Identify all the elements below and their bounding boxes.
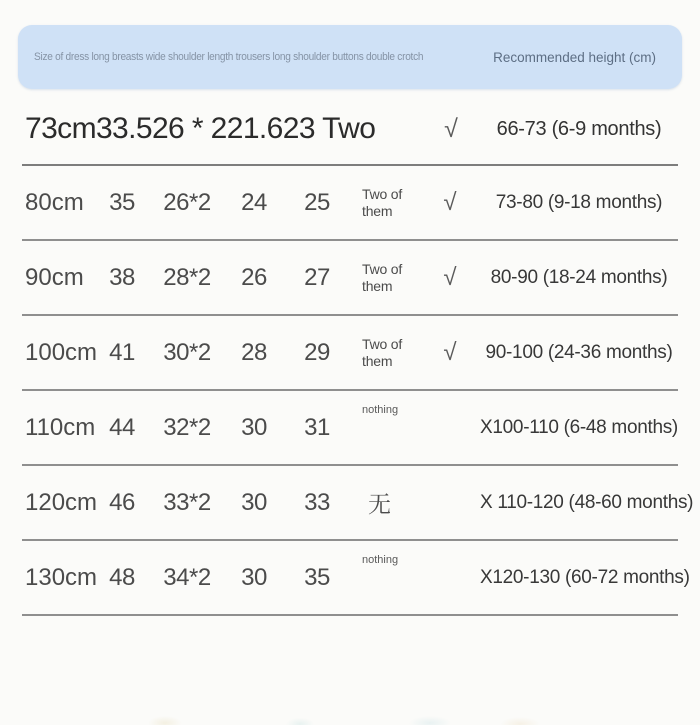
length-cell: 35 xyxy=(109,188,135,216)
trousers-cell: 25 xyxy=(304,188,330,216)
shoulder-cell: 30 xyxy=(241,413,267,441)
table-row xyxy=(22,541,690,616)
buttons-cell: nothing xyxy=(362,404,399,416)
recommended-range: X 110-120 (48-60 months) xyxy=(480,491,694,513)
length-cell: 48 xyxy=(109,563,135,591)
bust-cell: 33*2 xyxy=(163,488,211,516)
buttons-cell: nothing xyxy=(362,554,399,566)
shoulder-cell: 26 xyxy=(241,263,267,291)
shoulder-cell: 30 xyxy=(241,563,267,591)
bust-cell: 26*2 xyxy=(163,188,211,216)
length-cell: 46 xyxy=(109,488,135,516)
trousers-cell: 35 xyxy=(304,563,330,591)
table-row xyxy=(22,466,694,541)
trousers-cell: 33 xyxy=(304,488,330,516)
recommended-range: 90-100 (24-36 months) xyxy=(485,341,673,363)
cropped-content-artifact xyxy=(0,709,700,725)
size-cell: 100cm xyxy=(25,338,98,366)
buttons-cell: 无 xyxy=(368,491,391,517)
recommended-range: 80-90 (18-24 months) xyxy=(490,266,668,288)
check-icon: √ xyxy=(443,338,457,366)
shoulder-cell: 24 xyxy=(241,188,267,216)
summary-size-label: 73cm33.526 * 221.623 Two xyxy=(25,112,376,145)
length-cell: 44 xyxy=(109,413,135,441)
size-spec-label: Size of dress long breasts wide shoulder length trousers long shoulder buttons double crotch xyxy=(34,51,424,63)
buttons-cell: Two of them xyxy=(362,335,403,369)
recommended-range: 73-80 (9-18 months) xyxy=(495,191,663,213)
size-cell: 120cm xyxy=(25,488,98,516)
check-icon: √ xyxy=(444,114,458,143)
shoulder-cell: 28 xyxy=(241,338,267,366)
check-icon: √ xyxy=(443,263,457,291)
size-cell: 110cm xyxy=(25,413,96,441)
bust-cell: 30*2 xyxy=(163,338,211,366)
bust-cell: 28*2 xyxy=(163,263,211,291)
size-cell: 130cm xyxy=(25,563,98,591)
recommended-range: X120-130 (60-72 months) xyxy=(480,566,690,588)
length-cell: 38 xyxy=(109,263,135,291)
summary-row xyxy=(22,94,678,166)
recommended-range: 66-73 (6-9 months) xyxy=(496,117,662,140)
shoulder-cell: 30 xyxy=(241,488,267,516)
table-row xyxy=(22,241,678,316)
size-cell: 90cm xyxy=(25,263,84,291)
size-table xyxy=(22,94,694,616)
trousers-cell: 27 xyxy=(304,263,330,291)
table-row xyxy=(22,166,678,241)
recommended-range: X100-110 (6-48 months) xyxy=(480,416,678,438)
trousers-cell: 31 xyxy=(304,413,330,441)
check-icon: √ xyxy=(443,188,457,216)
bust-cell: 34*2 xyxy=(163,563,211,591)
buttons-cell: Two of them xyxy=(362,185,403,219)
bust-cell: 32*2 xyxy=(163,413,211,441)
size-cell: 80cm xyxy=(25,188,84,216)
buttons-cell: Two of them xyxy=(362,260,403,294)
recommended-height-label: Recommended height (cm) xyxy=(493,49,656,65)
table-row xyxy=(22,391,678,466)
table-row xyxy=(22,316,678,391)
size-chart-header xyxy=(18,25,682,89)
length-cell: 41 xyxy=(109,338,135,366)
trousers-cell: 29 xyxy=(304,338,330,366)
